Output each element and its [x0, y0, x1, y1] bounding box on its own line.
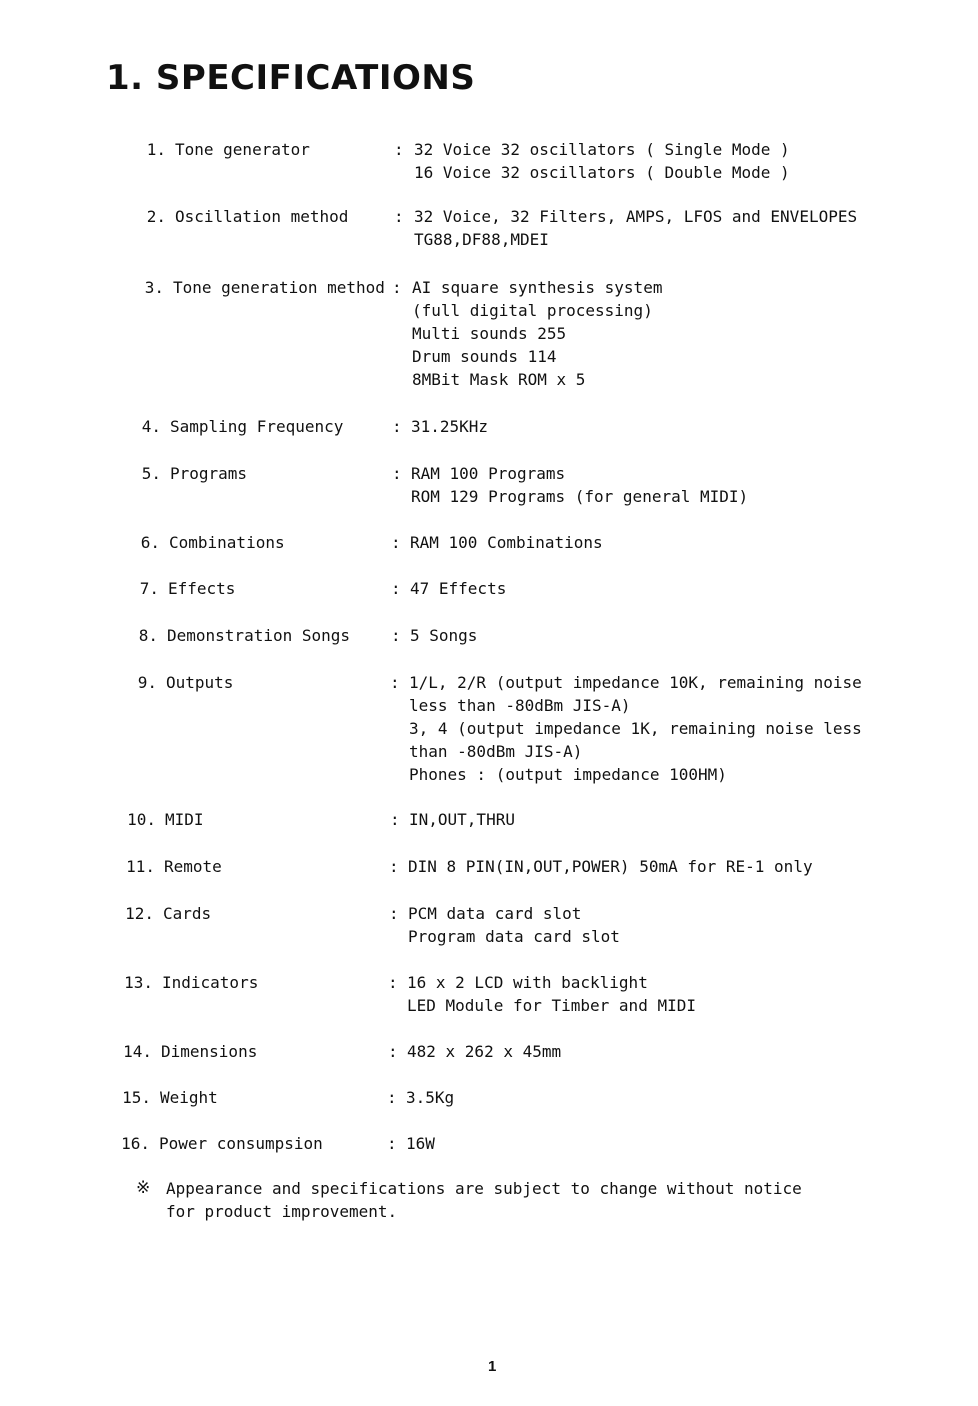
- spec-label: Outputs: [166, 673, 234, 692]
- spec-number: 7.: [139, 579, 159, 598]
- spec-number: 16.: [121, 1134, 150, 1153]
- spec-value-line: 5 Songs: [410, 626, 478, 645]
- spec-label: MIDI: [165, 810, 204, 829]
- spec-value-line: 31.25KHz: [411, 417, 489, 436]
- spec-colon: :: [390, 810, 400, 829]
- spec-value-line: 47 Effects: [410, 579, 507, 598]
- spec-colon: :: [387, 1088, 397, 1107]
- spec-number: 11.: [126, 857, 155, 876]
- spec-label: Power consumpsion: [159, 1134, 323, 1153]
- spec-colon: :: [392, 464, 402, 483]
- spec-colon: :: [391, 626, 401, 645]
- spec-label: Cards: [163, 904, 212, 923]
- spec-number: 14.: [123, 1042, 152, 1061]
- spec-number: 12.: [125, 904, 154, 923]
- spec-value-line: 32 Voice, 32 Filters, AMPS, LFOS and ENVELOPES: [414, 207, 858, 226]
- spec-number: 1.: [146, 140, 166, 159]
- spec-label: Tone generation method: [173, 278, 385, 297]
- spec-value-line: Multi sounds 255: [412, 324, 567, 343]
- spec-label: Combinations: [169, 533, 285, 552]
- spec-value-line: LED Module for Timber and MIDI: [407, 996, 696, 1015]
- spec-value-line: DIN 8 PIN(IN,OUT,POWER) 50mA for RE-1 only: [408, 857, 813, 876]
- spec-label: Weight: [160, 1088, 218, 1107]
- spec-label: Indicators: [162, 973, 259, 992]
- spec-value-line: 32 Voice 32 oscillators ( Single Mode ): [414, 140, 790, 159]
- spec-number: 3.: [144, 278, 164, 297]
- spec-number: 10.: [127, 810, 156, 829]
- spec-values: [406, 1132, 435, 1155]
- spec-values: [412, 276, 662, 391]
- spec-value-line: Drum sounds 114: [412, 347, 557, 366]
- spec-label: Effects: [168, 579, 236, 598]
- spec-label: Dimensions: [161, 1042, 258, 1061]
- spec-value-line: Phones : (output impedance 100HM): [409, 765, 727, 784]
- spec-colon: :: [392, 278, 402, 297]
- spec-label: Remote: [164, 857, 222, 876]
- spec-value-line: RAM 100 Combinations: [410, 533, 603, 552]
- spec-colon: :: [394, 207, 404, 226]
- spec-value-line: TG88,DF88,MDEI: [414, 230, 549, 249]
- spec-values: [408, 902, 620, 948]
- spec-values: [407, 971, 696, 1017]
- spec-colon: :: [391, 533, 401, 552]
- note-line: Appearance and specifications are subject to change without notice: [166, 1179, 802, 1198]
- page-number: 1: [488, 1358, 497, 1375]
- spec-values: [410, 577, 506, 600]
- spec-value-line: PCM data card slot: [408, 904, 582, 923]
- spec-colon: :: [389, 904, 399, 923]
- reference-mark-icon: ※: [136, 1178, 151, 1198]
- spec-value-line: 16 Voice 32 oscillators ( Double Mode ): [414, 163, 790, 182]
- spec-values: [408, 855, 813, 878]
- spec-label: Tone generator: [175, 140, 310, 159]
- page-title: 1. SPECIFICATIONS: [106, 58, 476, 98]
- spec-number: 5.: [141, 464, 161, 483]
- spec-colon: :: [387, 1134, 397, 1153]
- spec-value-line: 16W: [406, 1134, 435, 1153]
- spec-colon: :: [390, 673, 400, 692]
- spec-number: 15.: [122, 1088, 151, 1107]
- spec-value-line: (full digital processing): [412, 301, 653, 320]
- spec-value-line: 3.5Kg: [406, 1088, 455, 1107]
- spec-label: Sampling Frequency: [170, 417, 344, 436]
- spec-values: [414, 205, 857, 251]
- note-line: for product improvement.: [166, 1202, 398, 1221]
- spec-values: [409, 671, 862, 786]
- spec-values: [410, 531, 603, 554]
- spec-value-line: RAM 100 Programs: [411, 464, 566, 483]
- note-text: [166, 1177, 802, 1223]
- spec-values: [411, 415, 488, 438]
- spec-value-line: AI square synthesis system: [412, 278, 663, 297]
- spec-value-line: 16 x 2 LCD with backlight: [407, 973, 648, 992]
- spec-number: 4.: [141, 417, 161, 436]
- spec-number: 2.: [146, 207, 166, 226]
- spec-colon: :: [394, 140, 404, 159]
- spec-value-line: 8MBit Mask ROM x 5: [412, 370, 586, 389]
- spec-colon: :: [392, 417, 402, 436]
- spec-value-line: Program data card slot: [408, 927, 620, 946]
- spec-label: Demonstration Songs: [167, 626, 351, 645]
- spec-value-line: IN,OUT,THRU: [409, 810, 515, 829]
- spec-values: [410, 624, 477, 647]
- spec-values: [407, 1040, 561, 1063]
- spec-number: 9.: [137, 673, 157, 692]
- spec-value-line: ROM 129 Programs (for general MIDI): [411, 487, 749, 506]
- spec-value-line: than -80dBm JIS-A): [409, 742, 583, 761]
- spec-value-line: 3, 4 (output impedance 1K, remaining noise less: [409, 719, 862, 738]
- spec-number: 8.: [138, 626, 158, 645]
- spec-number: 6.: [140, 533, 160, 552]
- spec-colon: :: [388, 1042, 398, 1061]
- spec-values: [414, 138, 790, 184]
- spec-colon: :: [388, 973, 398, 992]
- spec-number: 13.: [124, 973, 153, 992]
- spec-label: Programs: [170, 464, 248, 483]
- spec-values: [409, 808, 515, 831]
- spec-colon: :: [391, 579, 401, 598]
- spec-value-line: 1/L, 2/R (output impedance 10K, remaining noise: [409, 673, 862, 692]
- spec-colon: :: [389, 857, 399, 876]
- spec-values: [406, 1086, 454, 1109]
- spec-label: Oscillation method: [175, 207, 349, 226]
- spec-value-line: less than -80dBm JIS-A): [409, 696, 631, 715]
- spec-values: [411, 462, 748, 508]
- spec-value-line: 482 x 262 x 45mm: [407, 1042, 562, 1061]
